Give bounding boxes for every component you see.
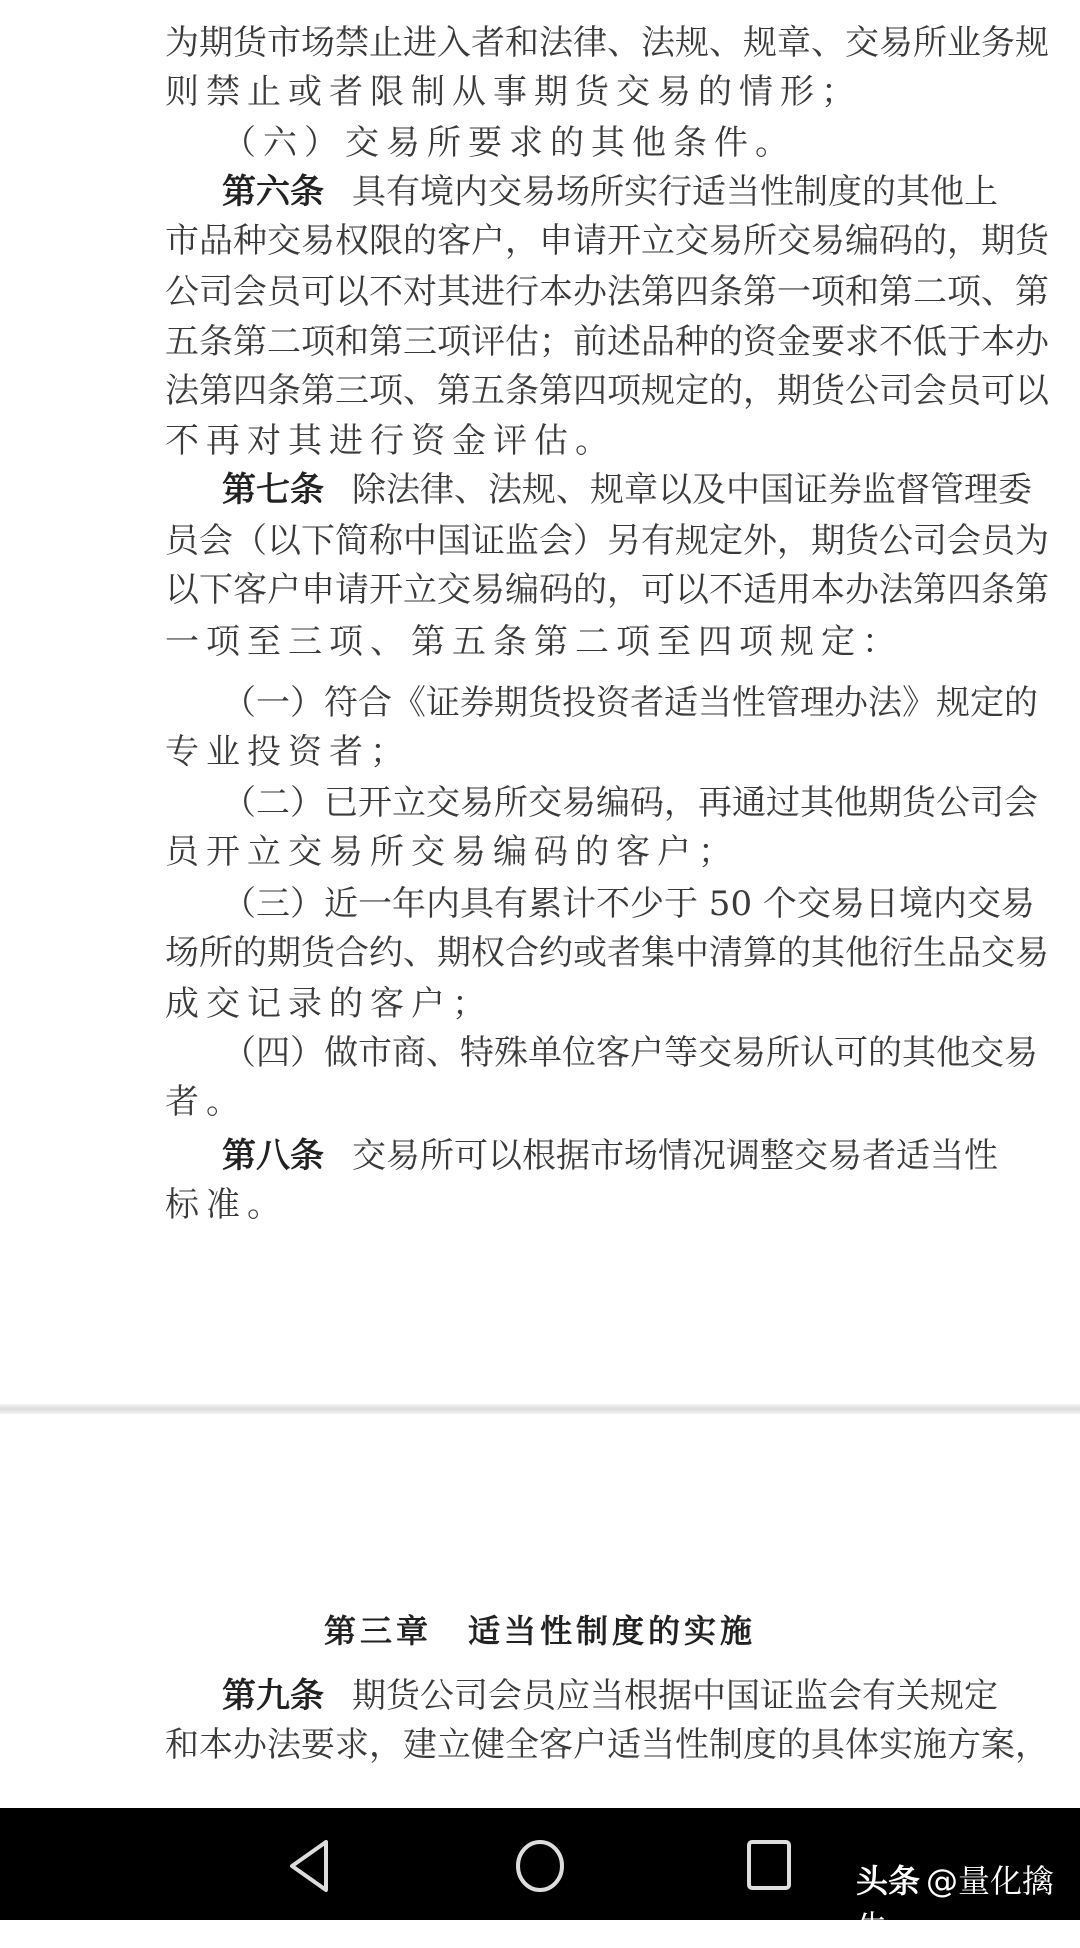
watermark xyxy=(856,1856,1080,1948)
text: 期货公司会员应当根据中国证监会有关规定 xyxy=(352,1676,998,1716)
text-line: 者。 xyxy=(165,1082,247,1122)
text-line: 员开立交易所交易编码的客户； xyxy=(165,832,739,872)
text: 具有境内交易场所实行适当性制度的其他上 xyxy=(352,172,998,212)
text-line: 场所的期货合约、期权合约或者集中清算的其他衍生品交易 xyxy=(165,933,1049,973)
navigation-bar xyxy=(0,1808,1080,1946)
chapter-title: 第三章 适当性制度的实施 xyxy=(323,1612,756,1650)
text-line: 员会（以下简称中国证监会）另有规定外，期货公司会员为 xyxy=(165,521,1049,561)
back-icon[interactable] xyxy=(286,1838,332,1894)
article-8-heading-line xyxy=(222,1133,998,1179)
text-line: （二）已开立交易所交易编码，再通过其他期货公司会 xyxy=(222,783,1038,823)
watermark-brand: 头条 xyxy=(856,1862,921,1900)
article-9-heading-line xyxy=(222,1673,998,1719)
page-divider xyxy=(0,1404,1080,1414)
text-line: 则禁止或者限制从事期货交易的情形； xyxy=(165,72,862,112)
text-line: 公司会员可以不对其进行本办法第四条第一项和第二项、第 xyxy=(165,272,1049,312)
article-label: 第六条 xyxy=(222,172,324,212)
recents-icon[interactable] xyxy=(746,1838,792,1894)
text-line: 市品种交易权限的客户，申请开立交易所交易编码的，期货 xyxy=(165,221,1049,261)
text-line: 为期货市场禁止进入者和法律、法规、规章、交易所业务规 xyxy=(165,23,1049,63)
text: 交易所可以根据市场情况调整交易者适当性 xyxy=(352,1136,998,1176)
article-label: 第七条 xyxy=(222,470,324,510)
text-line: （四）做市商、特殊单位客户等交易所认可的其他交易 xyxy=(222,1033,1038,1073)
article-7-heading-line xyxy=(222,467,1032,513)
text-line: 标准。 xyxy=(165,1185,288,1225)
text-line: 法第四条第三项、第五条第四项规定的，期货公司会员可以 xyxy=(165,371,1049,411)
text-line: 成交记录的客户； xyxy=(165,984,493,1024)
watermark-handle: @量化擒牛 xyxy=(856,1862,1055,1946)
text-line: 五条第二项和第三项评估；前述品种的资金要求不低于本办 xyxy=(165,322,1049,362)
text-line: 和本办法要求，建立健全客户适当性制度的具体实施方案， xyxy=(165,1725,1049,1765)
article-label: 第八条 xyxy=(222,1136,324,1176)
text-line: 一项至三项、第五条第二项至四项规定： xyxy=(165,622,903,662)
article-6-heading-line xyxy=(222,169,998,215)
text-line: （六）交易所要求的其他条件。 xyxy=(222,123,796,163)
text-line: 不再对其进行资金评估。 xyxy=(165,421,616,461)
article-label: 第九条 xyxy=(222,1676,324,1716)
text-line: 专业投资者； xyxy=(165,732,411,772)
home-icon[interactable] xyxy=(514,1838,566,1894)
text-line: （一）符合《证券期货投资者适当性管理办法》规定的 xyxy=(222,683,1038,723)
text-line: （三）近一年内具有累计不少于 50 个交易日境内交易 xyxy=(222,884,1035,924)
text: 除法律、法规、规章以及中国证券监督管理委 xyxy=(352,470,1032,510)
text-line: 以下客户申请开立交易编码的，可以不适用本办法第四条第 xyxy=(165,570,1049,610)
